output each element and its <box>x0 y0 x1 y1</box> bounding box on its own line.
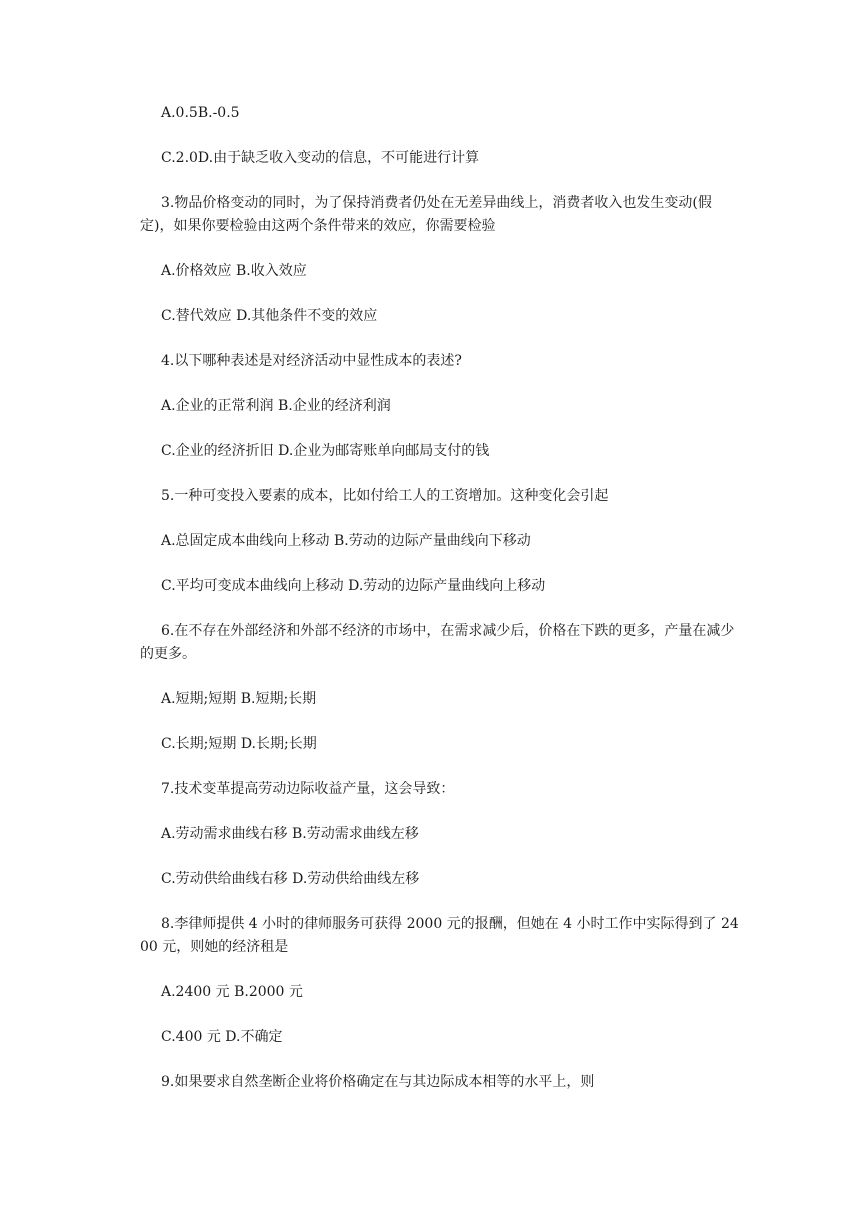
question-5: 5.一种可变投入要素的成本，比如付给工人的工资增加。这种变化会引起 <box>161 488 609 504</box>
option-line-ab-q7: A.劳动需求曲线右移 B.劳动需求曲线左移 <box>161 826 419 842</box>
question-9: 9.如果要求自然垄断企业将价格确定在与其边际成本相等的水平上，则 <box>161 1074 595 1090</box>
option-line-cd-q3: C.替代效应 D.其他条件不变的效应 <box>161 308 378 324</box>
question-7: 7.技术变革提高劳动边际收益产量，这会导致： <box>161 781 455 797</box>
question-3: 3.物品价格变动的同时，为了保持消费者仍处在无差异曲线上，消费者收入也发生变动(假定)，如果你要检验由这两个条件带来的效应，你需要检验 <box>140 195 712 234</box>
option-line-ab-q3: A.价格效应 B.收入效应 <box>161 263 307 279</box>
option-line-ab-q2: A.0.5B.-0.5 <box>161 105 240 121</box>
option-line-ab-q5: A.总固定成本曲线向上移动 B.劳动的边际产量曲线向下移动 <box>161 533 531 549</box>
option-line-cd-q7: C.劳动供给曲线右移 D.劳动供给曲线左移 <box>161 871 420 887</box>
question-6: 6.在不存在外部经济和外部不经济的市场中，在需求减少后，价格在下跌的更多，产量在减少的更多。 <box>140 623 735 662</box>
question-4: 4.以下哪种表述是对经济活动中显性成本的表述? <box>161 353 462 369</box>
option-line-ab-q8: A.2400 元 B.2000 元 <box>161 984 303 1000</box>
option-line-ab-q6: A.短期;短期 B.短期;长期 <box>161 691 317 707</box>
option-line-cd-q6: C.长期;短期 D.长期;长期 <box>161 736 317 752</box>
option-line-cd-q5: C.平均可变成本曲线向上移动 D.劳动的边际产量曲线向上移动 <box>161 578 546 594</box>
question-8: 8.李律师提供 4 小时的律师服务可获得 2000 元的报酬，但她在 4 小时工作中实际得到了 2400 元，则她的经济租是 <box>140 916 739 955</box>
option-line-cd-q2: C.2.0D.由于缺乏收入变动的信息，不可能进行计算 <box>161 150 480 166</box>
option-line-ab-q4: A.企业的正常利润 B.企业的经济利润 <box>161 398 391 414</box>
option-line-cd-q8: C.400 元 D.不确定 <box>161 1029 283 1045</box>
document-body <box>140 102 740 1116</box>
option-line-cd-q4: C.企业的经济折旧 D.企业为邮寄账单向邮局支付的钱 <box>161 443 490 459</box>
